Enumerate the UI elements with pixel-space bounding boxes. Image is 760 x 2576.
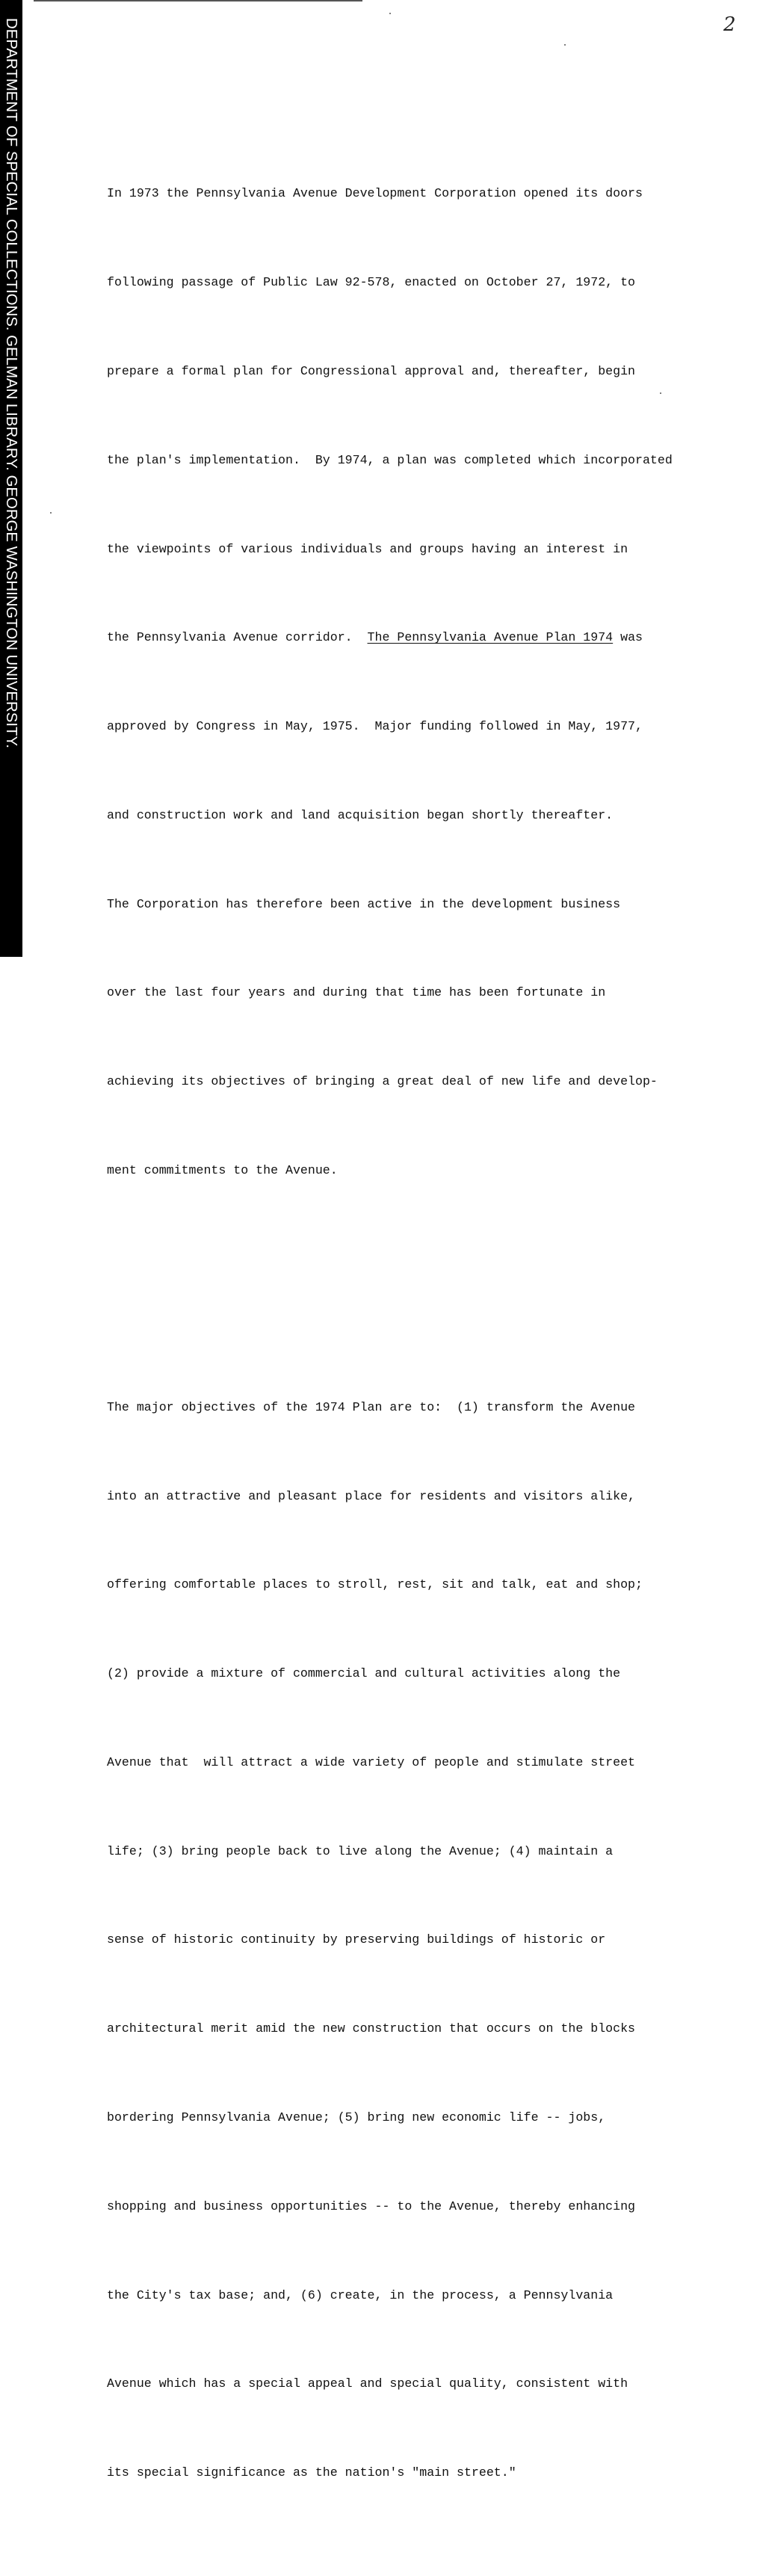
text-line: offering comfortable places to stroll, rest, sit and talk, eat and shop; <box>107 1577 643 1592</box>
text-line: ment commitments to the Avenue. <box>107 1162 338 1177</box>
text-line: The major objectives of the 1974 Plan are to: (1) transform the Avenue <box>107 1399 636 1414</box>
text-line: (2) provide a mixture of commercial and cultural activities along the <box>107 1666 621 1681</box>
scan-speck <box>50 512 52 514</box>
text-line: bordering Pennsylvania Avenue; (5) bring new economic life -- jobs, <box>107 2110 606 2124</box>
text-line: the City's tax base; and, (6) create, in the process, a Pennsylvania <box>107 2287 614 2302</box>
text-line: its special significance as the nation's "main street." <box>107 2465 516 2480</box>
scan-speck <box>389 13 391 14</box>
text-line: into an attractive and pleasant place for residents and visitors alike, <box>107 1488 636 1503</box>
text-line: over the last four years and during that time has been fortunate in <box>107 985 606 1000</box>
page-number: 2 <box>723 13 736 36</box>
text-line: Avenue that will attract a wide variety of people and stimulate street <box>107 1754 636 1769</box>
text-line: following passage of Public Law 92-578, enacted on October 27, 1972, to <box>107 275 636 290</box>
archive-side-label: DEPARTMENT OF SPECIAL COLLECTIONS. GELMAN LIBRARY. GEORGE WASHINGTON UNIVERSITY. <box>3 18 19 749</box>
top-rule <box>34 0 362 1</box>
text-line: the plan's implementation. By 1974, a plan was completed which incorporated <box>107 452 673 467</box>
text-segment: was <box>613 630 643 645</box>
scan-speck <box>564 44 566 46</box>
archive-side-strip <box>0 0 22 957</box>
text-segment: the Pennsylvania Avenue corridor. <box>107 630 368 645</box>
text-line: and construction work and land acquisition began shortly thereafter. <box>107 807 614 822</box>
text-line: approved by Congress in May, 1975. Major funding followed in May, 1977, <box>107 719 643 734</box>
text-line: sense of historic continuity by preserving buildings of historic or <box>107 1932 606 1947</box>
text-line: Avenue which has a special appeal and special quality, consistent with <box>107 2376 628 2391</box>
text-line: achieving its objectives of bringing a great deal of new life and develop- <box>107 1074 658 1089</box>
text-line: shopping and business opportunities -- to the Avenue, thereby enhancing <box>107 2198 636 2213</box>
text-line: architectural merit amid the new construction that occurs on the blocks <box>107 2021 636 2036</box>
text-line: prepare a formal plan for Congressional approval and, thereafter, begin <box>107 363 636 378</box>
text-line: In 1973 the Pennsylvania Avenue Development Corporation opened its doors <box>107 186 643 201</box>
plan-title-underlined: The Pennsylvania Avenue Plan 1974 <box>367 630 614 645</box>
text-line-with-title <box>107 623 750 653</box>
text-line: The Corporation has therefore been active in the development business <box>107 896 621 911</box>
document-body <box>107 61 750 2576</box>
text-line: life; (3) bring people back to live along the Avenue; (4) maintain a <box>107 1843 614 1858</box>
paragraph-history <box>107 120 750 1245</box>
paragraph-objectives <box>107 1334 750 2547</box>
text-line: the viewpoints of various individuals and groups having an interest in <box>107 541 628 556</box>
